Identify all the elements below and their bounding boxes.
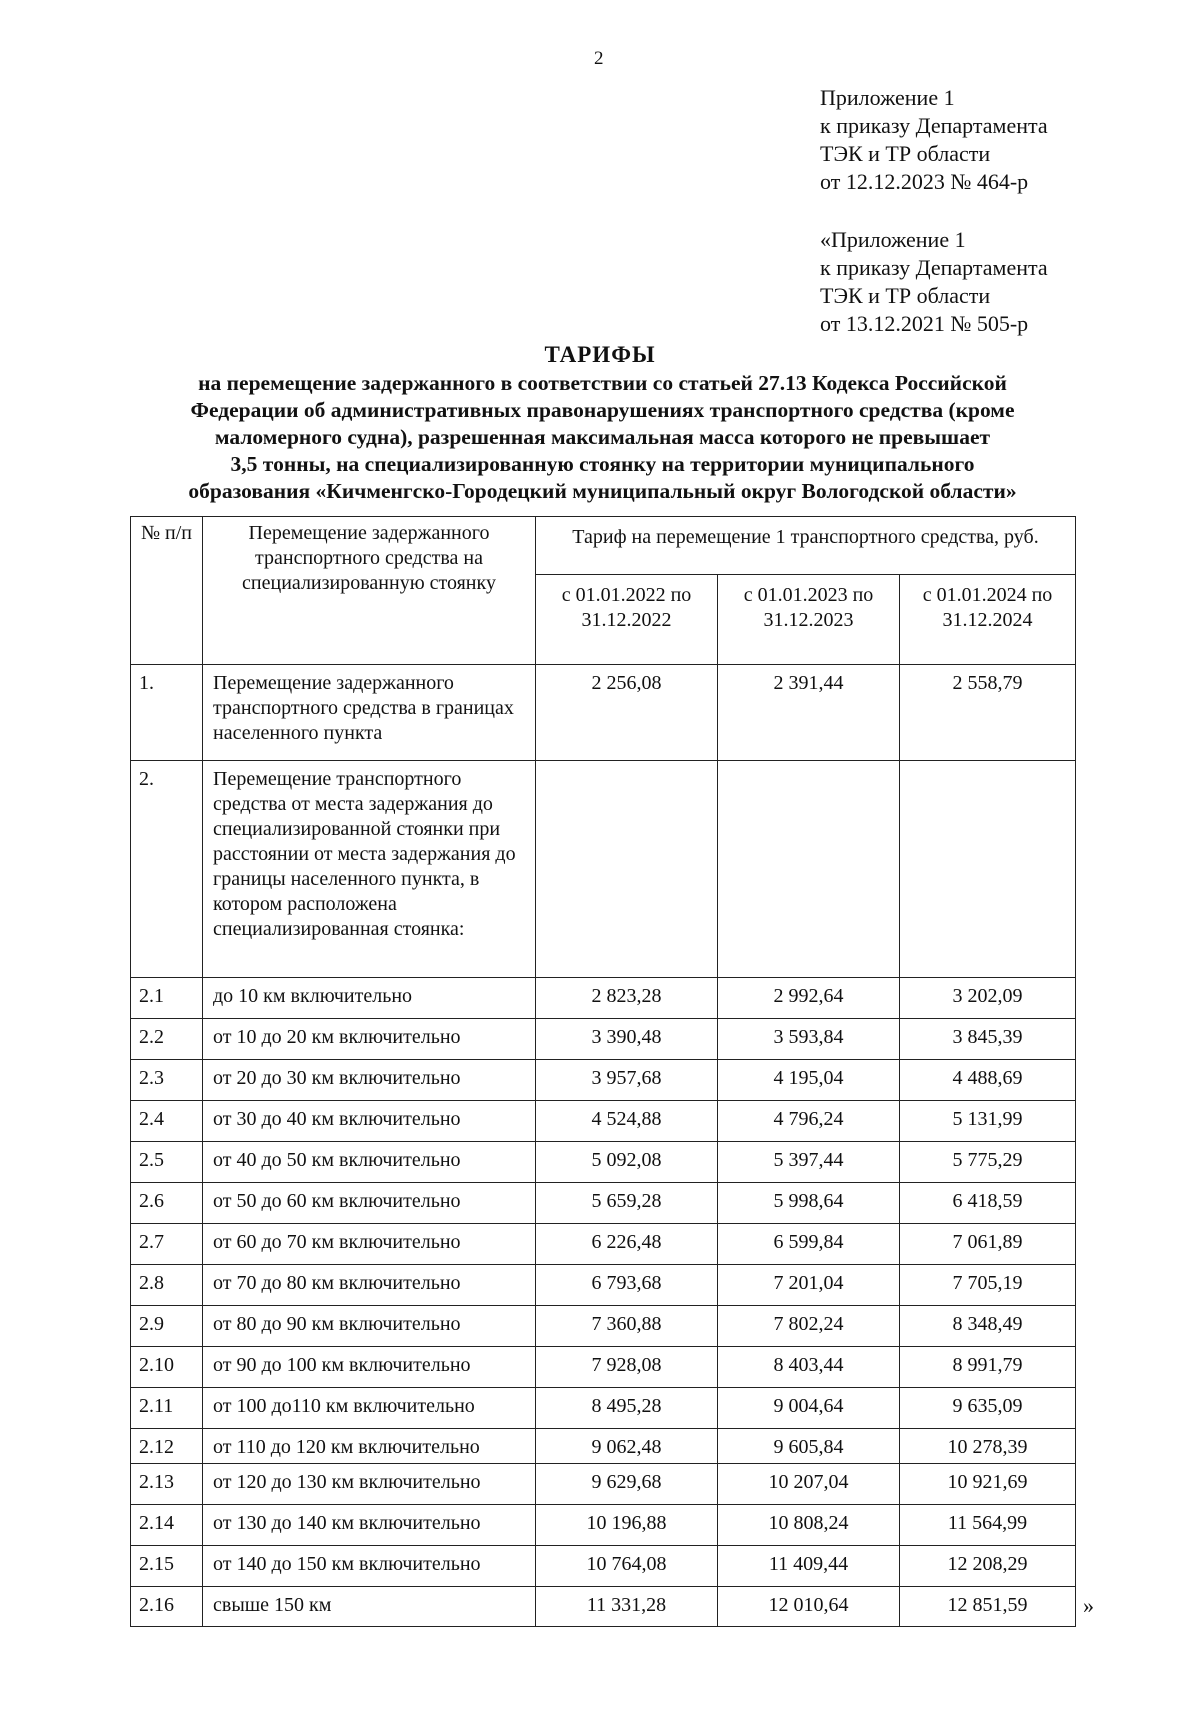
appendix-line: Приложение 1	[820, 85, 955, 110]
tariff-2022: 3 957,68	[536, 1060, 718, 1101]
row-number: 1.	[131, 665, 203, 761]
row-description: свыше 150 км	[203, 1587, 536, 1627]
row-description: от 30 до 40 км включительно	[203, 1101, 536, 1142]
row-description: от 110 до 120 км включительно	[203, 1429, 536, 1464]
tariff-2024: 12 208,29	[900, 1546, 1076, 1587]
tariff-2022: 7 360,88	[536, 1306, 718, 1347]
table-row	[131, 1306, 1076, 1347]
row-number: 2.4	[131, 1101, 203, 1142]
document-subtitle	[120, 370, 1085, 505]
appendix-line: от 13.12.2021 № 505-р	[820, 311, 1029, 336]
appendix-line: ТЭК и ТР области	[820, 141, 991, 166]
row-number: 2.5	[131, 1142, 203, 1183]
tariff-2024: 12 851,59	[900, 1587, 1076, 1627]
header-description: Перемещение задержанного транспортного средства на специализированную стоянку	[203, 517, 536, 665]
row-description: от 10 до 20 км включительно	[203, 1019, 536, 1060]
tariff-2024: 10 921,69	[900, 1464, 1076, 1505]
table-row	[131, 665, 1076, 761]
row-description: от 50 до 60 км включительно	[203, 1183, 536, 1224]
tariff-2023: 8 403,44	[718, 1347, 900, 1388]
tariff-2023: 12 010,64	[718, 1587, 900, 1627]
row-number: 2.3	[131, 1060, 203, 1101]
tariff-2023: 4 195,04	[718, 1060, 900, 1101]
tariff-2023: 11 409,44	[718, 1546, 900, 1587]
subtitle-line: Федерации об административных правонарушениях транспортного средства (кроме	[190, 398, 1015, 422]
tariff-2022	[536, 761, 718, 978]
row-description: до 10 км включительно	[203, 978, 536, 1019]
table-row	[131, 1224, 1076, 1265]
row-description: от 40 до 50 км включительно	[203, 1142, 536, 1183]
row-number: 2.6	[131, 1183, 203, 1224]
tariff-2023: 10 808,24	[718, 1505, 900, 1546]
row-description: от 90 до 100 км включительно	[203, 1347, 536, 1388]
table-body	[131, 665, 1076, 1627]
row-number: 2.	[131, 761, 203, 978]
table-row	[131, 1347, 1076, 1388]
tariff-2024: 10 278,39	[900, 1429, 1076, 1464]
row-description: от 20 до 30 км включительно	[203, 1060, 536, 1101]
table-row	[131, 1183, 1076, 1224]
tariff-2023: 9 004,64	[718, 1388, 900, 1429]
row-number: 2.8	[131, 1265, 203, 1306]
table-row	[131, 1505, 1076, 1546]
tariff-2022: 3 390,48	[536, 1019, 718, 1060]
tariff-2024: 4 488,69	[900, 1060, 1076, 1101]
row-description: от 100 до110 км включительно	[203, 1388, 536, 1429]
row-number: 2.11	[131, 1388, 203, 1429]
tariff-2024: 6 418,59	[900, 1183, 1076, 1224]
tariff-2024: 8 348,49	[900, 1306, 1076, 1347]
table-row	[131, 1587, 1076, 1627]
tariff-2022: 4 524,88	[536, 1101, 718, 1142]
tariff-2023: 3 593,84	[718, 1019, 900, 1060]
appendix-line: ТЭК и ТР области	[820, 283, 991, 308]
closing-quote: »	[1083, 1593, 1094, 1618]
tariff-2023: 7 201,04	[718, 1265, 900, 1306]
table-row	[131, 1060, 1076, 1101]
subtitle-line: на перемещение задержанного в соответствии со статьей 27.13 Кодекса Российской	[198, 371, 1007, 395]
row-number: 2.13	[131, 1464, 203, 1505]
header-period-2024: с 01.01.2024 по 31.12.2024	[900, 575, 1076, 665]
table-row	[131, 1464, 1076, 1505]
table-row	[131, 1429, 1076, 1464]
row-description: от 60 до 70 км включительно	[203, 1224, 536, 1265]
tariff-2023	[718, 761, 900, 978]
tariff-2023: 9 605,84	[718, 1429, 900, 1464]
header-tariff: Тариф на перемещение 1 транспортного средства, руб.	[536, 517, 1076, 575]
tariff-2024	[900, 761, 1076, 978]
tariff-2024: 8 991,79	[900, 1347, 1076, 1388]
tariff-2024: 3 202,09	[900, 978, 1076, 1019]
row-description: от 120 до 130 км включительно	[203, 1464, 536, 1505]
page-number: 2	[594, 48, 604, 69]
tariff-2022: 9 629,68	[536, 1464, 718, 1505]
tariff-2024: 5 775,29	[900, 1142, 1076, 1183]
row-description: от 80 до 90 км включительно	[203, 1306, 536, 1347]
tariff-2024: 11 564,99	[900, 1505, 1076, 1546]
appendix-line: к приказу Департамента	[820, 255, 1048, 280]
table-row	[131, 1265, 1076, 1306]
tariff-2022: 5 659,28	[536, 1183, 718, 1224]
tariff-2023: 2 391,44	[718, 665, 900, 761]
row-description: от 70 до 80 км включительно	[203, 1265, 536, 1306]
row-description: от 130 до 140 км включительно	[203, 1505, 536, 1546]
subtitle-line: образования «Кичменгско-Городецкий муниципальный округ Вологодской области»	[188, 479, 1017, 503]
tariff-2024: 7 705,19	[900, 1265, 1076, 1306]
table-row	[131, 1019, 1076, 1060]
tariff-2022: 2 256,08	[536, 665, 718, 761]
row-description: Перемещение задержанного транспортного средства в границах населенного пункта	[203, 665, 536, 761]
document-title: ТАРИФЫ	[544, 342, 656, 367]
header-num: № п/п	[131, 517, 203, 665]
tariff-2024: 3 845,39	[900, 1019, 1076, 1060]
tariff-2022: 2 823,28	[536, 978, 718, 1019]
tariff-2023: 10 207,04	[718, 1464, 900, 1505]
row-number: 2.12	[131, 1429, 203, 1464]
tariff-2024: 2 558,79	[900, 665, 1076, 761]
tariff-2023: 5 998,64	[718, 1183, 900, 1224]
row-number: 2.10	[131, 1347, 203, 1388]
table-row	[131, 1101, 1076, 1142]
appendix-line: к приказу Департамента	[820, 113, 1048, 138]
appendix-line: «Приложение 1	[820, 227, 966, 252]
row-number: 2.2	[131, 1019, 203, 1060]
tariff-table	[130, 516, 1076, 1627]
tariff-2022: 9 062,48	[536, 1429, 718, 1464]
header-period-2023: с 01.01.2023 по 31.12.2023	[718, 575, 900, 665]
tariff-2022: 6 793,68	[536, 1265, 718, 1306]
row-number: 2.14	[131, 1505, 203, 1546]
tariff-2022: 8 495,28	[536, 1388, 718, 1429]
tariff-2022: 7 928,08	[536, 1347, 718, 1388]
tariff-2023: 6 599,84	[718, 1224, 900, 1265]
row-number: 2.15	[131, 1546, 203, 1587]
tariff-2022: 10 196,88	[536, 1505, 718, 1546]
header-period-2022: с 01.01.2022 по 31.12.2022	[536, 575, 718, 665]
row-description: от 140 до 150 км включительно	[203, 1546, 536, 1587]
tariff-2023: 2 992,64	[718, 978, 900, 1019]
tariff-2023: 4 796,24	[718, 1101, 900, 1142]
appendix-reference-previous	[820, 226, 1048, 338]
row-description: Перемещение транспортного средства от места задержания до специализированной стоянки при расстоянии от места задержания до границы населенного пункта, в котором расположена специализированная стоянка:	[203, 761, 536, 978]
tariff-2024: 7 061,89	[900, 1224, 1076, 1265]
row-number: 2.9	[131, 1306, 203, 1347]
tariff-2024: 5 131,99	[900, 1101, 1076, 1142]
tariff-2023: 5 397,44	[718, 1142, 900, 1183]
table-row	[131, 978, 1076, 1019]
table-row	[131, 1546, 1076, 1587]
row-number: 2.16	[131, 1587, 203, 1627]
appendix-line: от 12.12.2023 № 464-р	[820, 169, 1029, 194]
tariff-2022: 6 226,48	[536, 1224, 718, 1265]
table-row	[131, 761, 1076, 978]
tariff-2023: 7 802,24	[718, 1306, 900, 1347]
tariff-2022: 10 764,08	[536, 1546, 718, 1587]
table-row	[131, 1142, 1076, 1183]
table-row	[131, 1388, 1076, 1429]
tariff-2024: 9 635,09	[900, 1388, 1076, 1429]
appendix-reference-current	[820, 84, 1048, 196]
tariff-2022: 5 092,08	[536, 1142, 718, 1183]
subtitle-line: 3,5 тонны, на специализированную стоянку на территории муниципального	[230, 452, 975, 476]
subtitle-line: маломерного судна), разрешенная максимальная масса которого не превышает	[214, 425, 991, 449]
row-number: 2.7	[131, 1224, 203, 1265]
row-number: 2.1	[131, 978, 203, 1019]
tariff-2022: 11 331,28	[536, 1587, 718, 1627]
